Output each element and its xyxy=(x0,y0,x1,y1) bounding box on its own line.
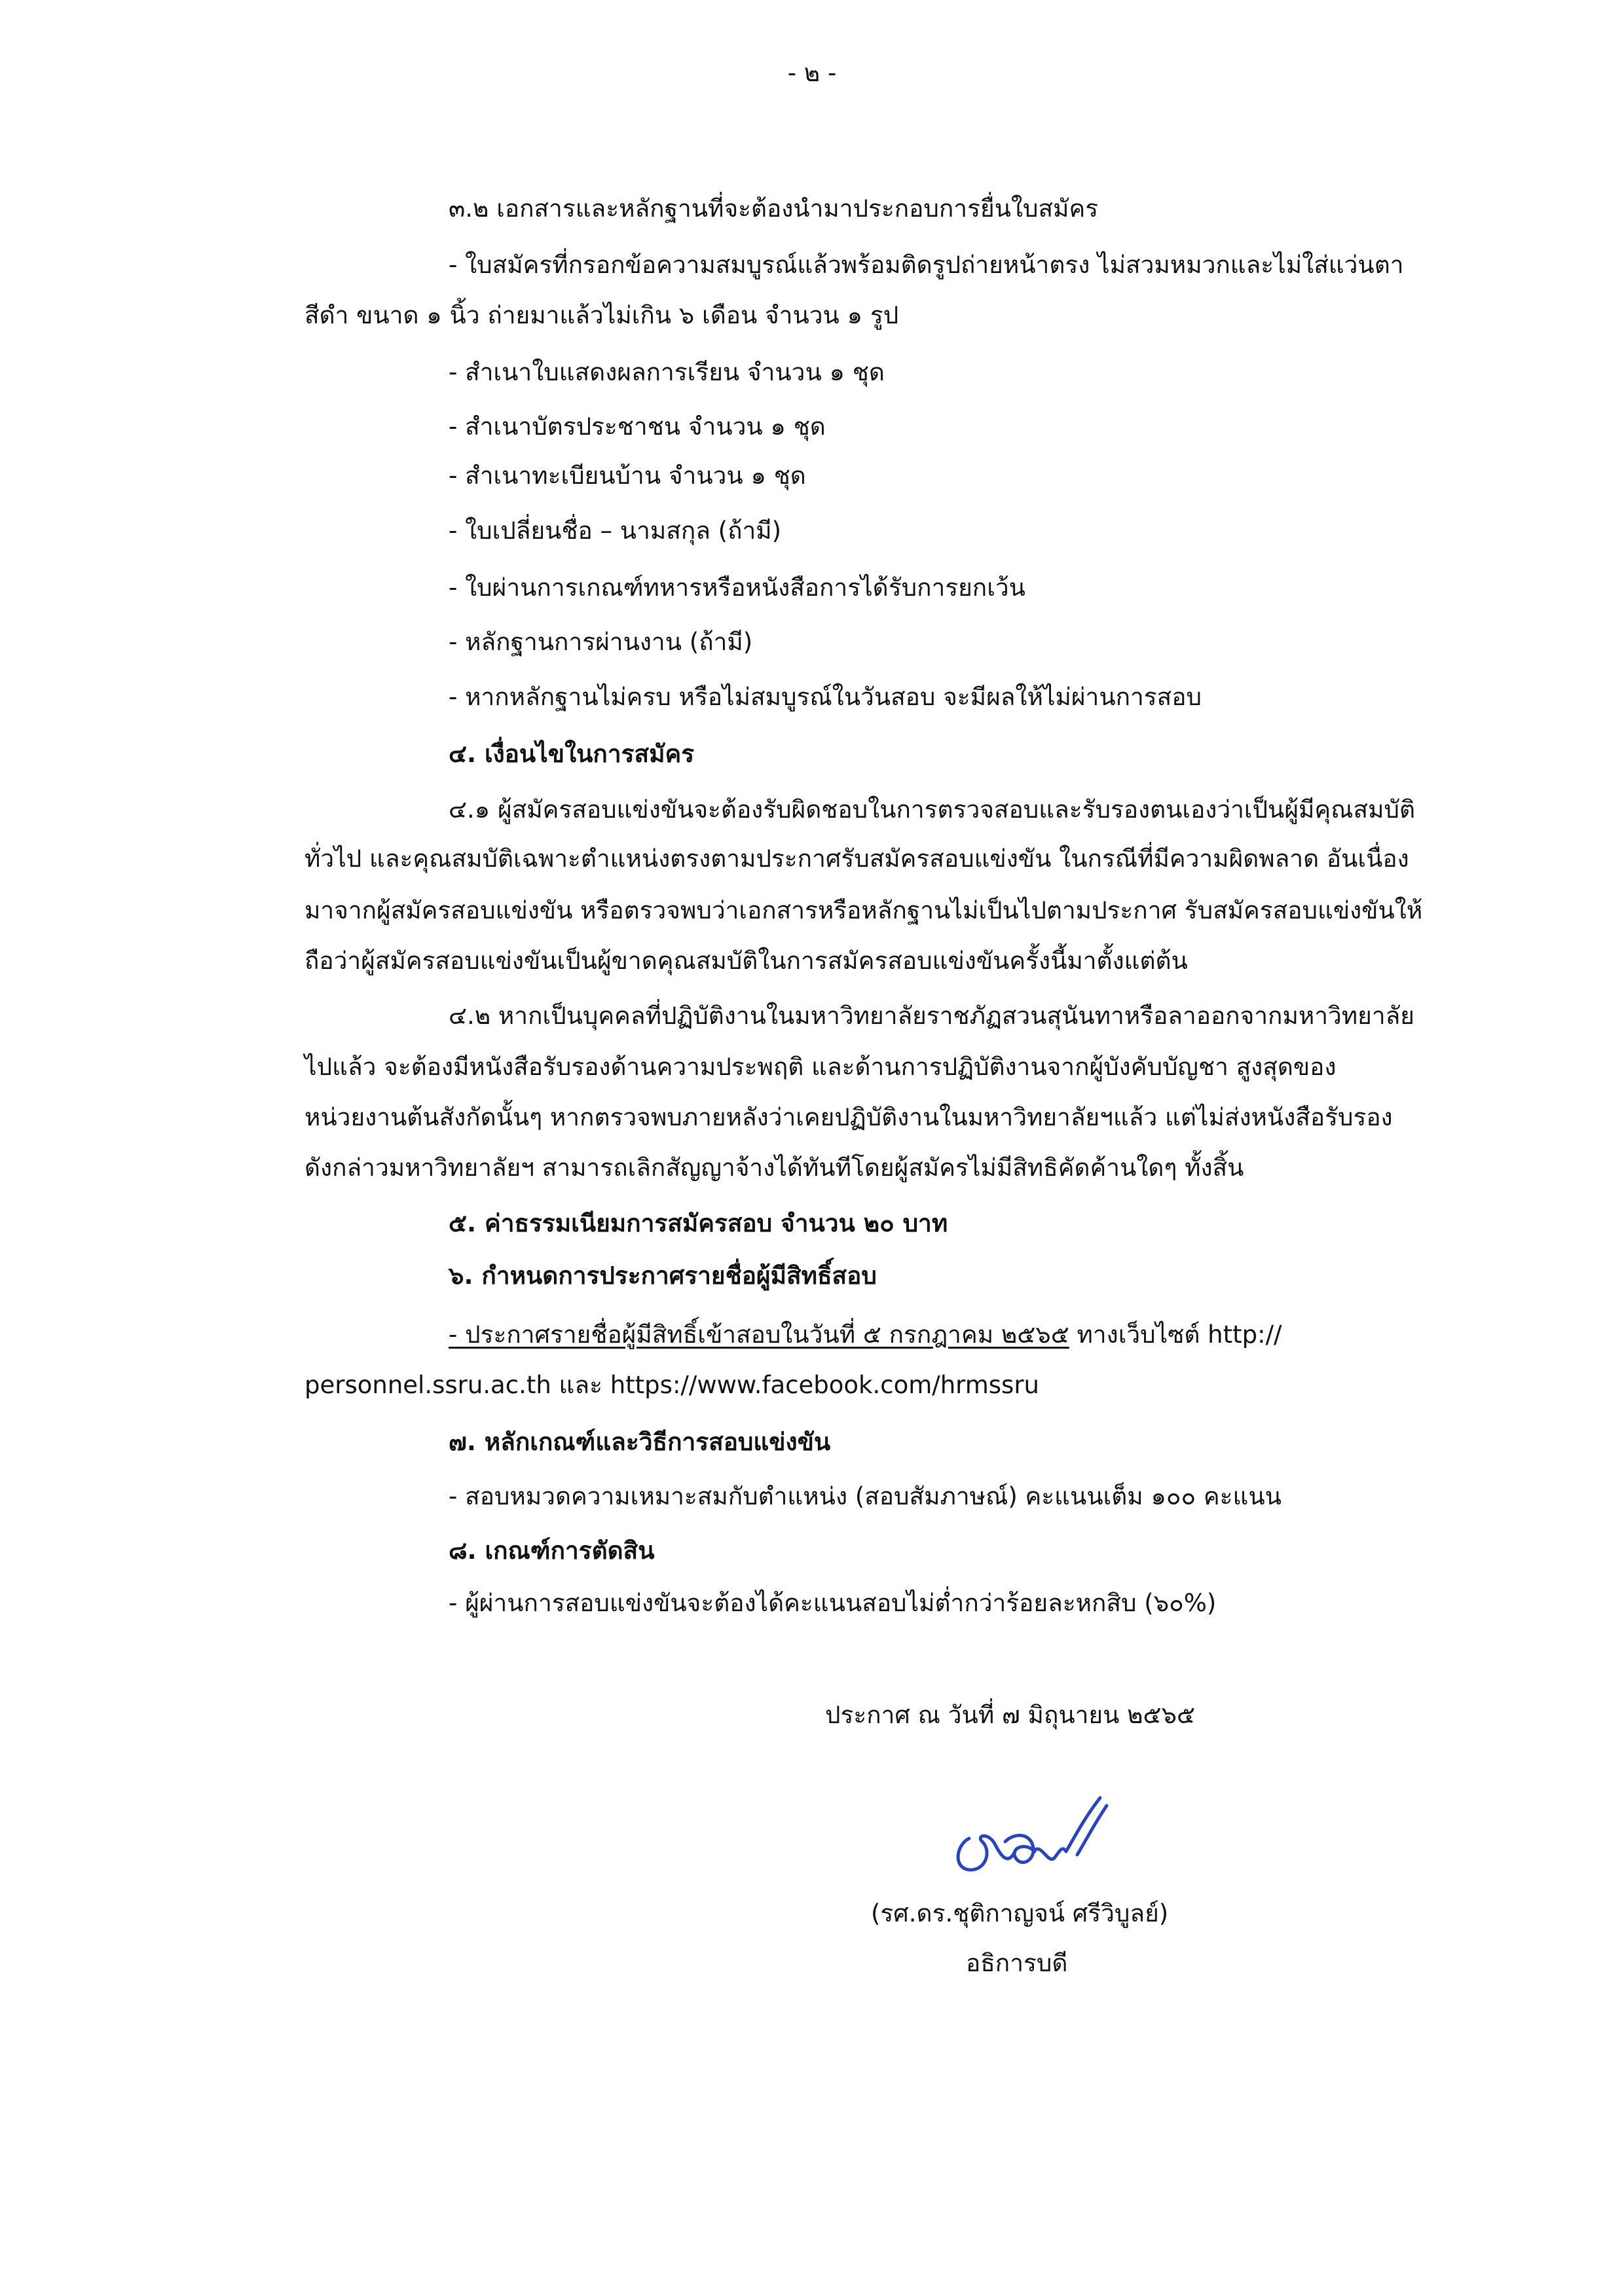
website-links: personnel.ssru.ac.th และ https://www.facebook.com/hrmssru xyxy=(304,1371,1039,1399)
document-item: - สำเนาบัตรประชาชน จำนวน ๑ ชุด xyxy=(449,412,826,441)
signature-image xyxy=(943,1786,1120,1884)
paragraph-4-2-line: ดังกล่าวมหาวิทยาลัยฯ สามารถเลิกสัญญาจ้างได้ทันทีโดยผู้สมัครไม่มีสิทธิคัดค้านใดๆ ทั้งสิ้น xyxy=(304,1154,1244,1182)
document-item: - หากหลักฐานไม่ครบ หรือไม่สมบูรณ์ในวันสอบ จะมีผลให้ไม่ผ่านการสอบ xyxy=(449,683,1202,711)
announcement-schedule-line xyxy=(449,1318,1282,1352)
section-6-heading: ๖. กำหนดการประกาศรายชื่อผู้มีสิทธิ์สอบ xyxy=(449,1262,877,1290)
paragraph-4-2-line: หน่วยงานต้นสังกัดนั้นๆ หากตรวจพบภายหลังว่าเคยปฏิบัติงานในมหาวิทยาลัยฯแล้ว แต่ไม่ส่งหนังสือรับรอง xyxy=(304,1103,1393,1131)
announcement-date-underlined: - ประกาศรายชื่อผู้มีสิทธิ์เข้าสอบในวันที่ ๕ กรกฎาคม ๒๕๖๕ xyxy=(449,1321,1069,1349)
signatory-title: อธิการบดี xyxy=(966,1949,1068,1977)
section-4-heading: ๔. เงื่อนไขในการสมัคร xyxy=(449,740,695,768)
document-item: - ใบเปลี่ยนชื่อ – นามสกุล (ถ้ามี) xyxy=(449,517,782,545)
section-8-heading: ๘. เกณฑ์การตัดสิน xyxy=(449,1537,655,1565)
paragraph-4-1-line: ๔.๑ ผู้สมัครสอบแข่งขันจะต้องรับผิดชอบในการตรวจสอบและรับรองตนเองว่าเป็นผู้มีคุณสมบัติ xyxy=(449,795,1415,824)
paragraph-4-1-line: ถือว่าผู้สมัครสอบแข่งขันเป็นผู้ขาดคุณสมบัติในการสมัครสอบแข่งขันครั้งนี้มาตั้งแต่ต้น xyxy=(304,947,1188,975)
document-item: - สำเนาทะเบียนบ้าน จำนวน ๑ ชุด xyxy=(449,462,806,490)
document-item-application-form: - ใบสมัครที่กรอกข้อความสมบูรณ์แล้วพร้อมติดรูปถ่ายหน้าตรง ไม่สวมหมวกและไม่ใส่แว่นตา xyxy=(449,251,1404,279)
section-5-heading: ๕. ค่าธรรมเนียมการสมัครสอบ จำนวน ๒๐ บาท xyxy=(449,1209,948,1237)
section-7-heading: ๗. หลักเกณฑ์และวิธีการสอบแข่งขัน xyxy=(449,1428,831,1456)
judgement-criteria-item: - ผู้ผ่านการสอบแข่งขันจะต้องได้คะแนนสอบไม่ต่ำกว่าร้อยละหกสิบ (๖๐%) xyxy=(449,1589,1217,1617)
signatory-name: (รศ.ดร.ชุติกาญจน์ ศรีวิบูลย์) xyxy=(871,1899,1169,1927)
document-item-application-form-cont: สีดำ ขนาด ๑ นิ้ว ถ่ายมาแล้วไม่เกิน ๖ เดือน จำนวน ๑ รูป xyxy=(304,301,899,329)
page-number: - ๒ - xyxy=(787,59,837,87)
paragraph-4-2-line: ๔.๒ หากเป็นบุคคลที่ปฏิบัติงานในมหาวิทยาลัยราชภัฏสวนสุนันทาหรือลาออกจากมหาวิทยาลัย xyxy=(449,1002,1414,1030)
announcement-date: ประกาศ ณ วันที่ ๗ มิถุนายน ๒๕๖๕ xyxy=(825,1701,1196,1729)
paragraph-4-1-line: ทั่วไป และคุณสมบัติเฉพาะตำแหน่งตรงตามประกาศรับสมัครสอบแข่งขัน ในกรณีที่มีความผิดพลาด อันเนื่อง xyxy=(304,845,1409,873)
section-3-2-heading: ๓.๒ เอกสารและหลักฐานที่จะต้องนำมาประกอบการยื่นใบสมัคร xyxy=(449,194,1099,223)
document-item: - สำเนาใบแสดงผลการเรียน จำนวน ๑ ชุด xyxy=(449,358,885,386)
website-label: ทางเว็บไซต์ http:// xyxy=(1077,1321,1282,1349)
document-item: - ใบผ่านการเกณฑ์ทหารหรือหนังสือการได้รับการยกเว้น xyxy=(449,574,1025,602)
exam-method-item: - สอบหมวดความเหมาะสมกับตำแหน่ง (สอบสัมภาษณ์) คะแนนเต็ม ๑๐๐ คะแนน xyxy=(449,1482,1282,1510)
document-item: - หลักฐานการผ่านงาน (ถ้ามี) xyxy=(449,628,753,656)
paragraph-4-1-line: มาจากผู้สมัครสอบแข่งขัน หรือตรวจพบว่าเอกสารหรือหลักฐานไม่เป็นไปตามประกาศ รับสมัครสอบแข่งขันให้ xyxy=(304,896,1423,924)
paragraph-4-2-line: ไปแล้ว จะต้องมีหนังสือรับรองด้านความประพฤติ และด้านการปฏิบัติงานจากผู้บังคับบัญชา สูงสุดของ xyxy=(304,1053,1337,1081)
